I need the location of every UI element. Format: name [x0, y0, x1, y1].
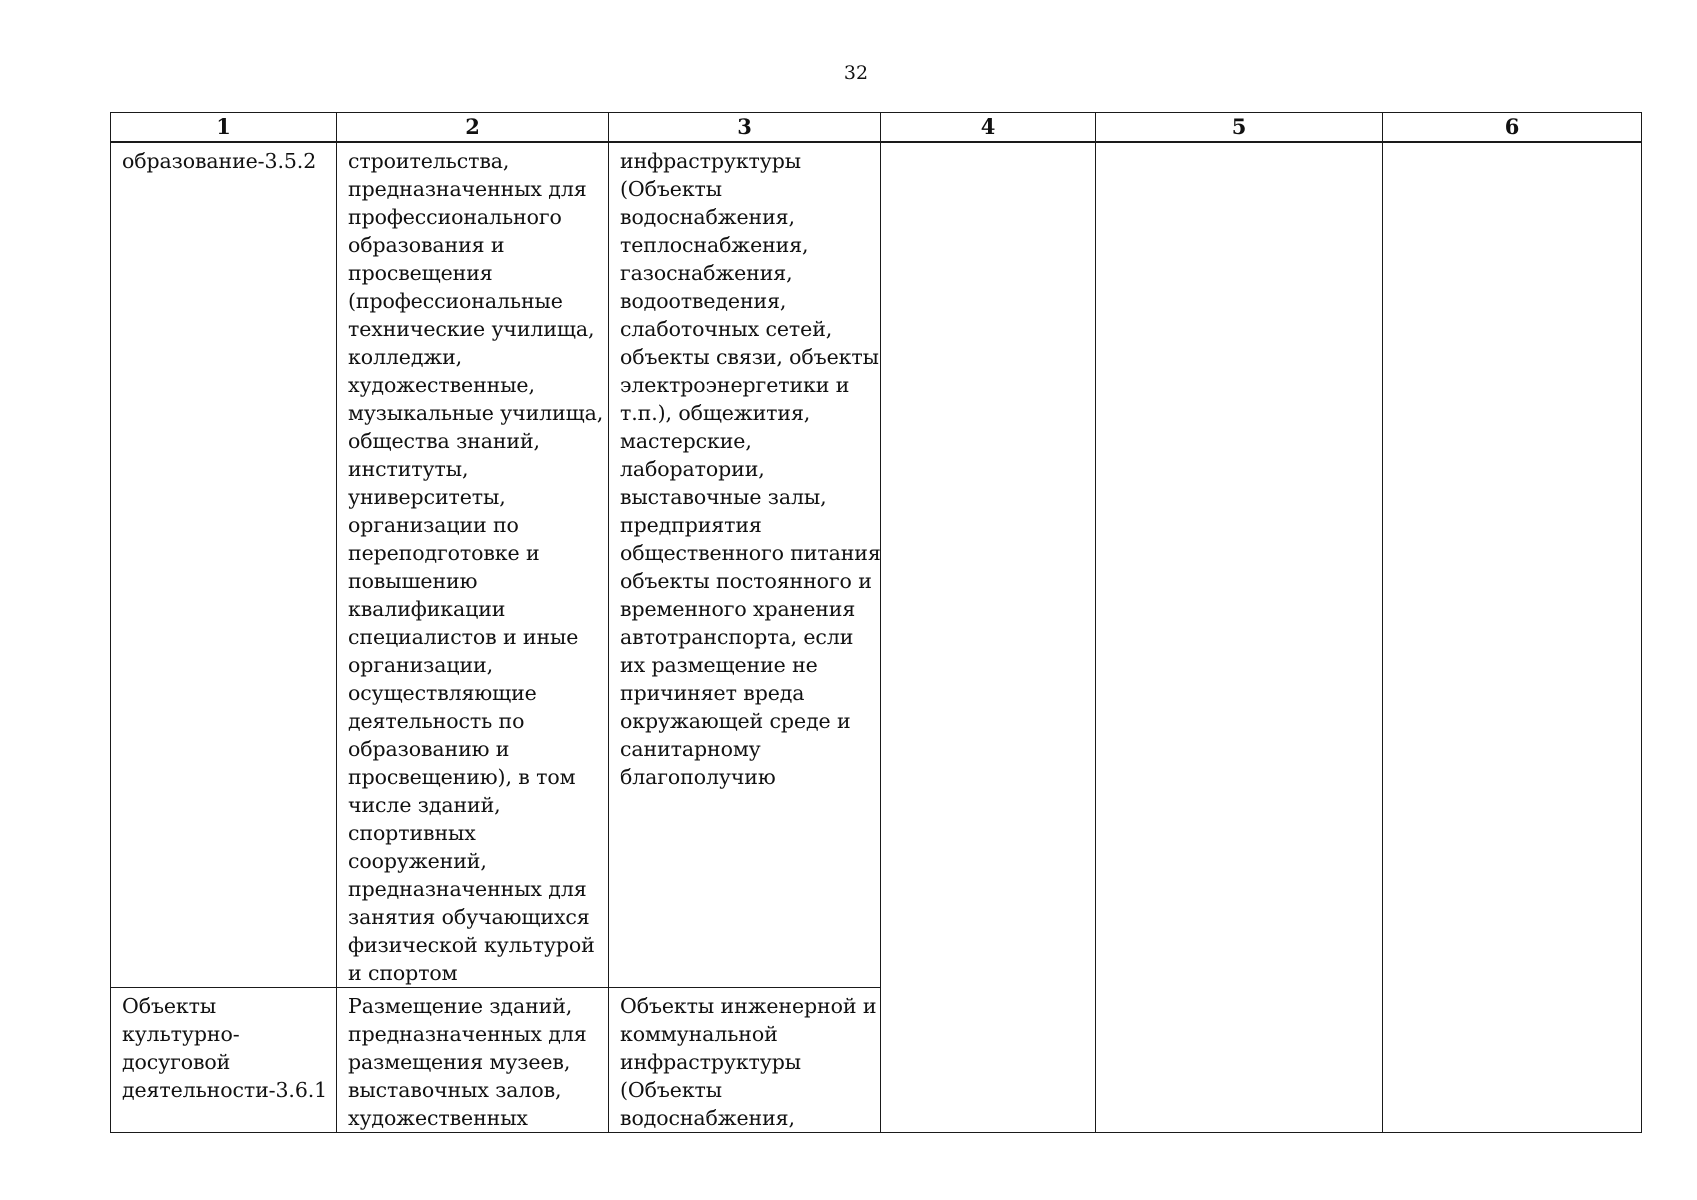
- cell-text-line: квалификации: [348, 597, 506, 621]
- cell-text-line: автотранспорта, если: [620, 625, 854, 649]
- cell-text-line: предназначенных для: [348, 177, 587, 201]
- cell-text-line: досуговой: [122, 1050, 231, 1074]
- cell-text-line: образованию и: [348, 737, 510, 761]
- cell-text-line: технические училища,: [348, 317, 595, 341]
- cell-text-line: сооружений,: [348, 849, 487, 873]
- cell-text-line: (Объекты: [620, 1078, 722, 1102]
- column-header: 4: [881, 113, 1096, 143]
- cell-text-line: культурно-: [122, 1022, 240, 1046]
- cell-text-line: предназначенных для: [348, 1022, 587, 1046]
- column-header: 2: [337, 113, 609, 143]
- cell-text-line: и спортом: [348, 961, 458, 985]
- permitted-use-description-cell: [337, 988, 609, 1133]
- column-5-cell: [1096, 142, 1383, 1133]
- cell-text-line: университеты,: [348, 485, 506, 509]
- cell-text-line: художественные,: [348, 373, 535, 397]
- cell-text-line: лаборатории,: [620, 457, 765, 481]
- column-header: 6: [1383, 113, 1642, 143]
- land-use-table: [110, 112, 1642, 1133]
- cell-text-line: осуществляющие: [348, 681, 537, 705]
- cell-text-line: художественных: [348, 1106, 528, 1130]
- cell-text-line: (профессиональные: [348, 289, 563, 313]
- cell-text-line: организации,: [348, 653, 493, 677]
- land-use-type-cell: [111, 988, 337, 1133]
- cell-text-line: Размещение зданий,: [348, 994, 573, 1018]
- auxiliary-use-cell: [609, 988, 881, 1133]
- cell-text-line: водоотведения,: [620, 289, 787, 313]
- cell-text-line: просвещению), в том: [348, 765, 576, 789]
- cell-text-line: их размещение не: [620, 653, 818, 677]
- cell-text-line: Объекты инженерной и: [620, 994, 877, 1018]
- column-header: 5: [1096, 113, 1383, 143]
- cell-text-line: водоснабжения,: [620, 1106, 795, 1130]
- permitted-use-description-cell: [337, 142, 609, 988]
- cell-text-line: специалистов и иные: [348, 625, 579, 649]
- cell-text-line: электроэнергетики и: [620, 373, 850, 397]
- cell-text-line: спортивных: [348, 821, 476, 845]
- cell-text-line: выставочные залы,: [620, 485, 827, 509]
- cell-text-line: окружающей среде и: [620, 709, 851, 733]
- cell-text-line: теплоснабжения,: [620, 233, 809, 257]
- cell-text-line: колледжи,: [348, 345, 463, 369]
- cell-text-line: общества знаний,: [348, 429, 540, 453]
- cell-text-line: объекты связи, объекты: [620, 345, 879, 369]
- cell-text-line: профессионального: [348, 205, 562, 229]
- cell-text-line: инфраструктуры: [620, 1050, 801, 1074]
- cell-text-line: образования и: [348, 233, 505, 257]
- cell-text-line: музыкальные училища,: [348, 401, 604, 425]
- cell-text-line: размещения музеев,: [348, 1050, 571, 1074]
- cell-text-line: слаботочных сетей,: [620, 317, 833, 341]
- cell-text-line: общественного питания: [620, 541, 881, 565]
- cell-text-line: образование-3.5.2: [122, 149, 317, 173]
- cell-text-line: коммунальной: [620, 1022, 778, 1046]
- cell-text-line: временного хранения: [620, 597, 856, 621]
- column-4-cell: [881, 142, 1096, 1133]
- cell-text-line: Объекты: [122, 994, 217, 1018]
- page-number: 32: [843, 62, 869, 84]
- cell-text-line: просвещения: [348, 261, 493, 285]
- cell-text-line: организации по: [348, 513, 519, 537]
- cell-text-line: предназначенных для: [348, 877, 587, 901]
- cell-text-line: выставочных залов,: [348, 1078, 562, 1102]
- column-6-cell: [1383, 142, 1642, 1133]
- cell-text-line: причиняет вреда: [620, 681, 805, 705]
- auxiliary-use-cell: [609, 142, 881, 988]
- cell-text-line: санитарному: [620, 737, 761, 761]
- cell-text-line: числе зданий,: [348, 793, 501, 817]
- column-header: 3: [609, 113, 881, 143]
- cell-text-line: объекты постоянного и: [620, 569, 872, 593]
- table-header-row: [111, 113, 1642, 143]
- cell-text-line: повышению: [348, 569, 478, 593]
- cell-text-line: предприятия: [620, 513, 762, 537]
- cell-text-line: т.п.), общежития,: [620, 401, 811, 425]
- table-row: [111, 142, 1642, 988]
- cell-text-line: занятия обучающихся: [348, 905, 590, 929]
- cell-text-line: институты,: [348, 457, 469, 481]
- cell-text-line: деятельность по: [348, 709, 525, 733]
- land-use-type-cell: [111, 142, 337, 988]
- cell-text-line: (Объекты: [620, 177, 722, 201]
- cell-text-line: водоснабжения,: [620, 205, 795, 229]
- cell-text-line: строительства,: [348, 149, 510, 173]
- cell-text-line: инфраструктуры: [620, 149, 801, 173]
- cell-text-line: физической культурой: [348, 933, 595, 957]
- column-header: 1: [111, 113, 337, 143]
- cell-text-line: мастерские,: [620, 429, 752, 453]
- cell-text-line: деятельности-3.6.1: [122, 1078, 328, 1102]
- cell-text-line: газоснабжения,: [620, 261, 793, 285]
- cell-text-line: благополучию: [620, 765, 776, 789]
- cell-text-line: переподготовке и: [348, 541, 540, 565]
